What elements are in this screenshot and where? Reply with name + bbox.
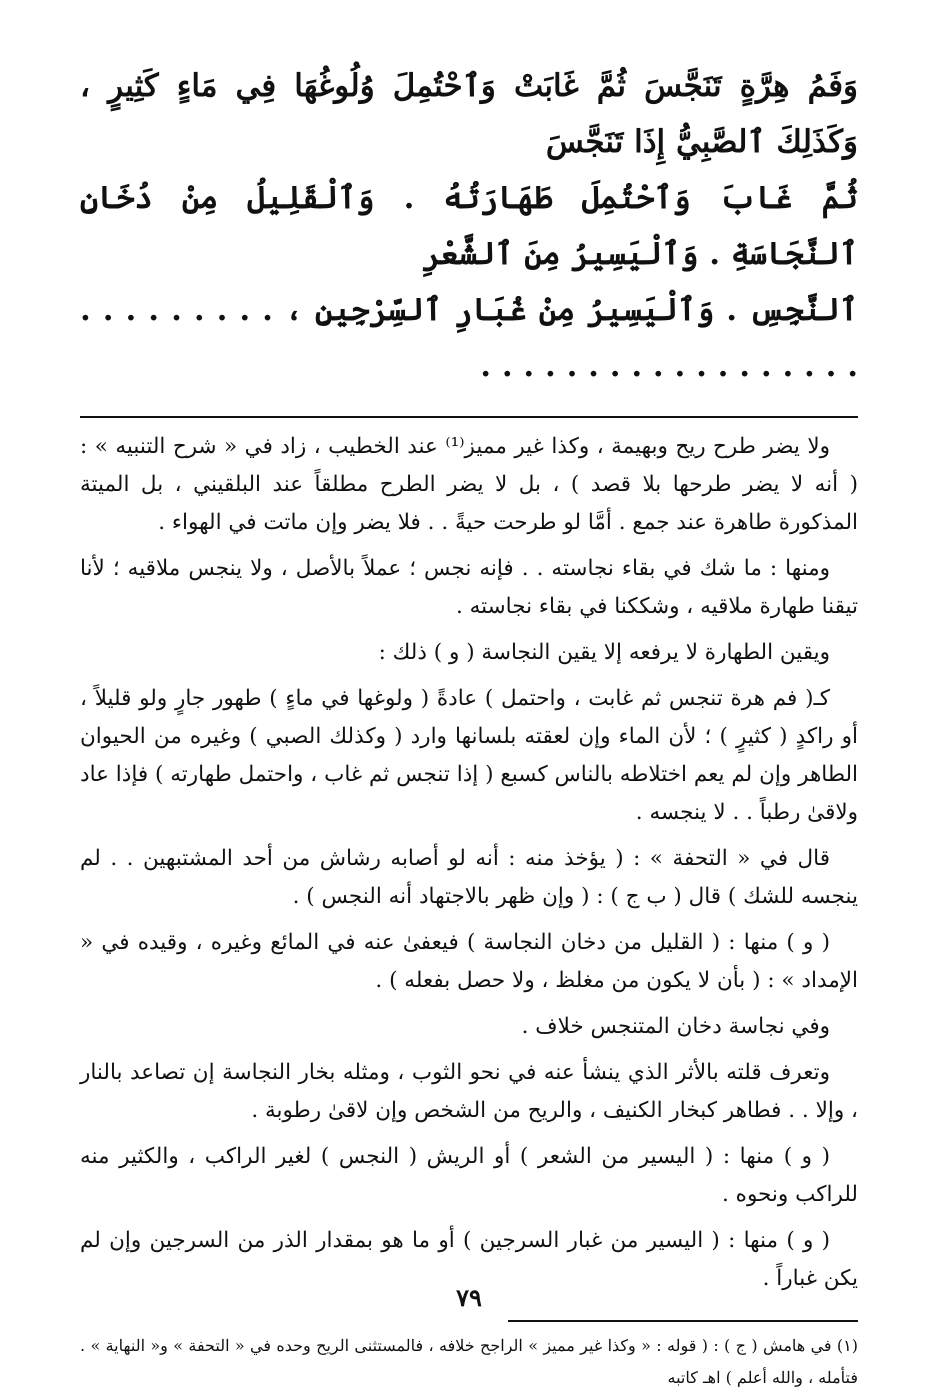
commentary-paragraph: ولا يضر طرح ريح وبهيمة ، وكذا غير مميز⁽¹⁾ عند الخطيب ، زاد في « شرح التنبيه » : ( أنه لا يضر طرحها بلا قصد ) ، بل لا يضر الطرح مطلقاً عند البلقيني ، بل الميتة المذكورة طاهرة عند جمع . أمَّا لو طرحت حيةً . . فلا يضر وإن ماتت في الهواء . xyxy=(80,434,858,535)
commentary-paragraph: كـ( فم هرة تنجس ثم غابت ، واحتمل ) عادةً ( ولوغها في ماءٍ ) طهور جارٍ ولو قليلاً ، أو راكدٍ ( كثيرٍ ) ؛ لأن الماء وإن لعقته بلسانها وارد ( وكذلك الصبي ) وغيره من الحيوان الطاهر وإن لم يعم اختلاطه بالناس كسبع ( إذا تنجس ثم غاب ، واحتمل طهارته ) فإذا عاد ولاقىٰ رطباً . . لا ينجسه . xyxy=(80,686,858,825)
footnote: (١) في هامش ( ج ) : ( قوله : « وكذا غير مميز » الراجح خلافه ، فالمستثنى الريح وحده في « التحفة » و« النهاية » . فتأمله ، والله أعلم ) اهـ كاتبه xyxy=(80,1336,859,1387)
commentary-paragraph: ( و ) منها : ( القليل من دخان النجاسة ) فيعفىٰ عنه في المائع وغيره ، وقيده في « الإمداد » : ( بأن لا يكون من مغلظ ، ولا حصل بفعله ) . xyxy=(80,930,858,993)
commentary-paragraph: وفي نجاسة دخان المتنجس خلاف . xyxy=(521,1014,830,1039)
commentary-paragraph: ويقين الطهارة لا يرفعه إلا يقين النجاسة ( و ) ذلك : xyxy=(378,640,830,665)
commentary-paragraph: قال في « التحفة » : ( يؤخذ منه : أنه لو أصابه رشاش من أحد المشتبهين . . لم ينجسه للشك ) قال ( ب ج ) : ( وإن ظهر بالاجتهاد أنه النجس ) . xyxy=(80,846,858,909)
footnote-rule xyxy=(508,1320,858,1322)
separator-rule xyxy=(80,416,858,418)
matn-line: وَفَمُ هِرَّةٍ تَنَجَّسَ ثُمَّ غَابَتْ وَٱحْتُمِلَ وُلُوغُهَا فِي مَاءٍ كَثِيرٍ ، وَكَذَلِكَ ٱلصَّبِيُّ إِذَا تَنَجَّسَ xyxy=(80,68,858,160)
commentary-paragraph: ( و ) منها : ( اليسير من الشعر ) أو الريش ( النجس ) لغير الراكب ، والكثير منه للراكب ونحوه . xyxy=(80,1144,858,1207)
matn-line: ثُمَّ غَابَ وَٱحْتُمِلَ طَهَارَتُهُ . وَٱلْقَلِيلُ مِنْ دُخَانِ ٱلنَّجَاسَةِ . وَٱلْيَسِيرُ مِنَ ٱلشَّعْرِ xyxy=(80,180,858,272)
matn-block xyxy=(80,58,858,394)
page-number: ٧٩ xyxy=(456,1283,482,1312)
commentary-paragraph: وتعرف قلته بالأثر الذي ينشأ عنه في نحو الثوب ، ومثله بخار النجاسة إن تصاعد بالنار ، وإلا . . فطاهر كبخار الكنيف ، والريح من الشخص وإن لاقىٰ رطوبة . xyxy=(80,1060,858,1123)
commentary-block xyxy=(80,428,858,1298)
matn-line: ٱلنَّجِسِ . وَٱلْيَسِيرُ مِنْ غُبَارِ ٱلسِّرْجِينِ ، . . . . . . . . . . . . . . . . . . . . . . . . . . . xyxy=(80,292,858,384)
commentary-paragraph: ومنها : ما شك في بقاء نجاسته . . فإنه نجس ؛ عملاً بالأصل ، ولا ينجس ملاقيه ؛ لأنا تيقنا طهارة ملاقيه ، وشككنا في بقاء نجاسته . xyxy=(80,556,858,619)
book-page xyxy=(80,58,859,1387)
commentary-paragraph: ( و ) منها : ( اليسير من غبار السرجين ) أو ما هو بمقدار الذر من السرجين وإن لم يكن غباراً . xyxy=(80,1228,858,1291)
footnotes xyxy=(80,1330,858,1394)
